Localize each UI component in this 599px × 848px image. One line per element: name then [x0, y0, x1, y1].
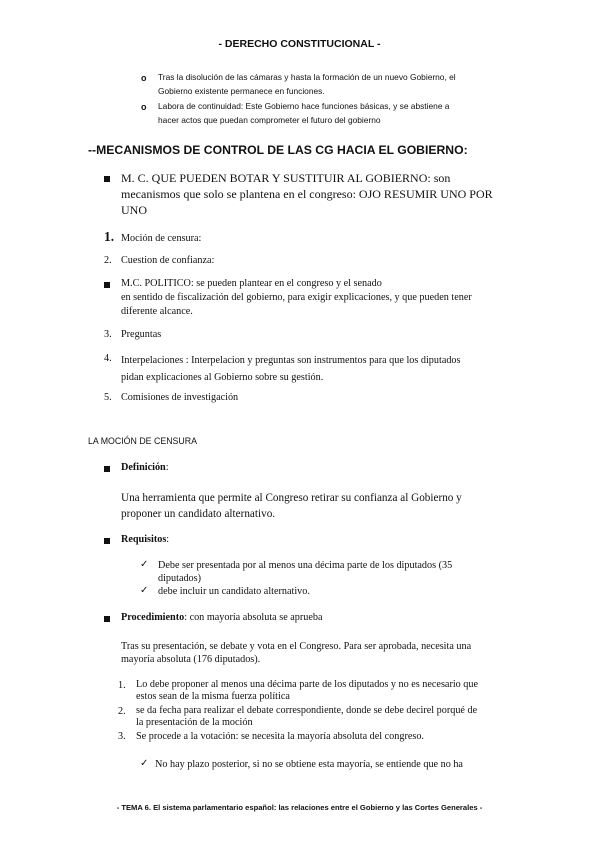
mc-intro — [121, 170, 561, 218]
intro-bullet-2-line1: Labora de continuidad: Este Gobierno hace funciones básicas, y se abstiene a — [158, 101, 450, 111]
square-bullet-icon — [104, 282, 110, 288]
definicion-text — [121, 490, 561, 522]
list-number: 2. — [104, 255, 112, 266]
step-item: Se procede a la votación: se necesita la mayoría absoluta del congreso. — [136, 731, 424, 742]
square-bullet-icon — [104, 176, 110, 182]
mocion-title: LA MOCIÓN DE CENSURA — [88, 436, 198, 446]
procedimiento-heading — [121, 611, 323, 625]
step-item — [136, 705, 566, 729]
procedimiento-label: Procedimiento — [121, 612, 185, 623]
procedimiento-paragraph — [121, 640, 561, 666]
requisitos-heading — [121, 533, 169, 547]
requisito-line2: diputados) — [158, 573, 202, 584]
mechanism-item: Preguntas — [121, 329, 162, 340]
step-line1: Lo debe proponer al menos una décima parte de los diputados y no es necesario que — [136, 679, 479, 690]
list-number: 4. — [104, 353, 112, 364]
mechanism-line3: diferente alcance. — [121, 306, 193, 317]
mechanism-item — [121, 277, 561, 319]
page-footer: - TEMA 6. El sistema parlamentario español: las relaciones entre el Gobierno y las Cortes Generales - — [116, 803, 483, 812]
page-header: - DERECHO CONSTITUCIONAL - — [218, 38, 381, 50]
intro-bullet-2-line2: hacer actos que puedan comprometer el futuro del gobierno — [158, 115, 381, 125]
mechanism-line1: M.C. POLITICO: se pueden plantear en el congreso y el senado — [121, 278, 382, 289]
mechanism-item: Moción de censura: — [121, 233, 202, 244]
requisito-item — [158, 559, 558, 585]
intro-bullet-2 — [158, 99, 558, 127]
open-bullet-icon: o — [141, 102, 147, 112]
step-number: 1. — [118, 680, 126, 691]
step-item — [136, 679, 566, 703]
requisitos-colon: : — [166, 534, 170, 545]
requisito-line1: Debe ser presentada por al menos una décima parte de los diputados (35 — [158, 560, 453, 571]
check-icon: ✓ — [140, 585, 149, 596]
step-line2: estos sean de la misma fuerza política — [136, 691, 290, 702]
definicion-label: Definición — [121, 462, 166, 473]
requisito-item: debe incluir un candidato alternativo. — [158, 586, 310, 597]
check-line: No hay plazo posterior, si no se obtiene esta mayoría, se entiende que no ha — [155, 759, 463, 770]
list-number: 1. — [104, 229, 115, 244]
mechanism-item: Comisiones de investigación — [121, 392, 239, 403]
open-bullet-icon: o — [141, 73, 147, 83]
intro-bullet-1-line2: Gobierno existente permanece en funciones. — [158, 86, 325, 96]
requisitos-label: Requisitos — [121, 534, 167, 545]
square-bullet-icon — [104, 466, 110, 472]
procedimiento-line2: mayoría absoluta (176 diputados). — [121, 654, 261, 665]
step-line1: se da fecha para realizar el debate correspondiente, donde se debe decirel porqué de — [136, 705, 478, 716]
definicion-line1: Una herramienta que permite al Congreso retirar su confianza al Gobierno y — [121, 492, 462, 504]
step-number: 2. — [118, 706, 126, 717]
mc-intro-line3: UNO — [121, 203, 147, 217]
mc-intro-line1: M. C. QUE PUEDEN BOTAR Y SUSTITUIR AL GOBIERNO: son — [121, 171, 451, 185]
list-number: 5. — [104, 392, 112, 403]
section-title: --MECANISMOS DE CONTROL DE LAS CG HACIA EL GOBIERNO: — [88, 143, 468, 157]
mc-intro-line2: mecanismos que solo se plantena en el congreso: OJO RESUMIR UNO POR — [121, 187, 493, 201]
mechanism-line2: en sentido de fiscalización del gobierno, para exigir explicaciones, y que pueden tener — [121, 292, 472, 303]
square-bullet-icon — [104, 616, 110, 622]
intro-bullet-1-line1: Tras la disolución de las cámaras y hasta la formación de un nuevo Gobierno, el — [158, 72, 456, 82]
intro-bullet-1 — [158, 70, 558, 98]
step-line2: la presentación de la moción — [136, 717, 253, 728]
step-number: 3. — [118, 731, 126, 742]
definicion-colon: : — [165, 462, 169, 473]
procedimiento-rest: : con mayoría absoluta se aprueba — [184, 612, 323, 623]
mechanism-item — [121, 352, 561, 386]
check-icon: ✓ — [140, 559, 149, 570]
check-icon: ✓ — [140, 758, 149, 769]
definicion-heading — [121, 461, 169, 475]
definicion-line2: proponer un candidato alternativo. — [121, 508, 276, 520]
mechanism-item: Cuestion de confianza: — [121, 255, 215, 266]
mechanism-line1: Interpelaciones : Interpelacion y preguntas son instrumentos para que los diputados — [121, 355, 461, 366]
square-bullet-icon — [104, 538, 110, 544]
procedimiento-line1: Tras su presentación, se debate y vota en el Congreso. Para ser aprobada, necesita una — [121, 641, 472, 652]
mechanism-line2: pidan explicaciones al Gobierno sobre su gestión. — [121, 372, 324, 383]
list-number: 3. — [104, 329, 112, 340]
